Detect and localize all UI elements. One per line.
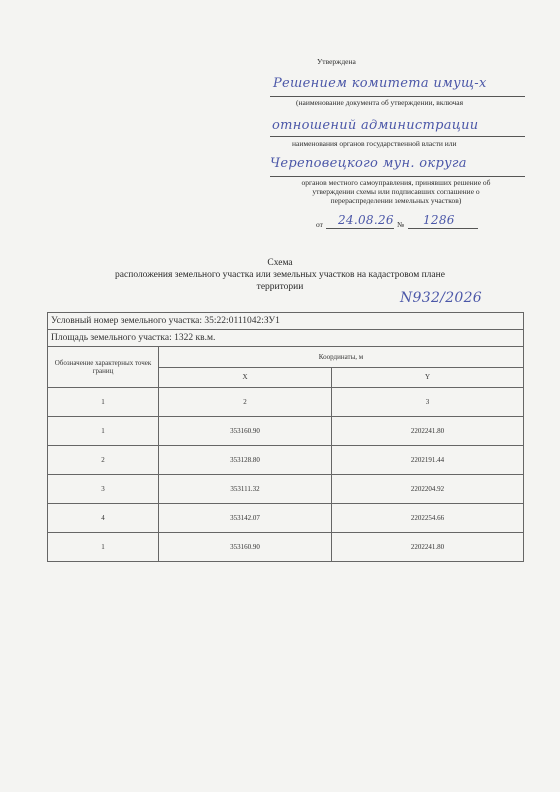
header-coordinates: Координаты, м	[159, 347, 524, 368]
number-underline	[408, 228, 478, 229]
point-id: 1	[48, 417, 159, 446]
handwritten-document-name: Решением комитета имущ-х	[273, 76, 487, 91]
table-row	[48, 446, 524, 475]
date-underline	[326, 228, 394, 229]
table-row	[48, 475, 524, 504]
handwritten-authority: отношений администрации	[272, 118, 479, 133]
handwritten-date: 24.08.26	[338, 213, 394, 227]
handwritten-scheme-number: N932/2026	[400, 290, 483, 306]
scheme-subtitle-line2: территории	[256, 282, 304, 292]
y-coordinate: 2202191.44	[332, 446, 524, 475]
point-id: 1	[48, 533, 159, 562]
scheme-subtitle-line1: расположения земельного участка или земельных участков на кадастровом плане	[115, 270, 445, 280]
header-x: X	[159, 367, 332, 388]
header-points: Обозначение характерных точек границ	[48, 347, 159, 388]
underline-2	[270, 136, 525, 137]
point-id: 4	[48, 504, 159, 533]
x-coordinate: 353142.07	[159, 504, 332, 533]
y-coordinate: 2202254.66	[332, 504, 524, 533]
x-coordinate: 353160.90	[159, 533, 332, 562]
x-coordinate: 353128.80	[159, 446, 332, 475]
parcel-area: Площадь земельного участка: 1322 кв.м.	[48, 330, 524, 347]
column-number: 3	[332, 388, 524, 417]
header-y: Y	[332, 367, 524, 388]
cadastral-number: Условный номер земельного участка: 35:22:0111042:ЗУ1	[48, 313, 524, 330]
note-document-name: (наименование документа об утверждении, включая	[296, 98, 464, 107]
y-coordinate: 2202241.80	[332, 533, 524, 562]
table-row	[48, 533, 524, 562]
y-coordinate: 2202241.80	[332, 417, 524, 446]
column-number-row	[48, 388, 524, 417]
number-prefix: №	[397, 220, 405, 229]
x-coordinate: 353160.90	[159, 417, 332, 446]
x-coordinate: 353111.32	[159, 475, 332, 504]
point-id: 2	[48, 446, 159, 475]
point-id: 3	[48, 475, 159, 504]
y-coordinate: 2202204.92	[332, 475, 524, 504]
note-authority: наименования органов государственной власти или	[292, 139, 457, 148]
note-local-government: органов местного самоуправления, принявших решение об утверждении схемы или подписавших соглашение о перераспределении земельных участков)	[301, 178, 491, 205]
underline-3	[270, 176, 525, 177]
column-number: 1	[48, 388, 159, 417]
table-row	[48, 504, 524, 533]
handwritten-municipality: Череповецкого мун. округа	[270, 156, 467, 171]
date-prefix: от	[316, 220, 323, 229]
scheme-title: Схема	[267, 258, 293, 268]
coordinates-table	[47, 312, 524, 562]
column-number: 2	[159, 388, 332, 417]
table-row	[48, 417, 524, 446]
underline-1	[270, 96, 525, 97]
approval-heading: Утверждена	[317, 57, 356, 66]
handwritten-number: 1286	[423, 213, 455, 227]
